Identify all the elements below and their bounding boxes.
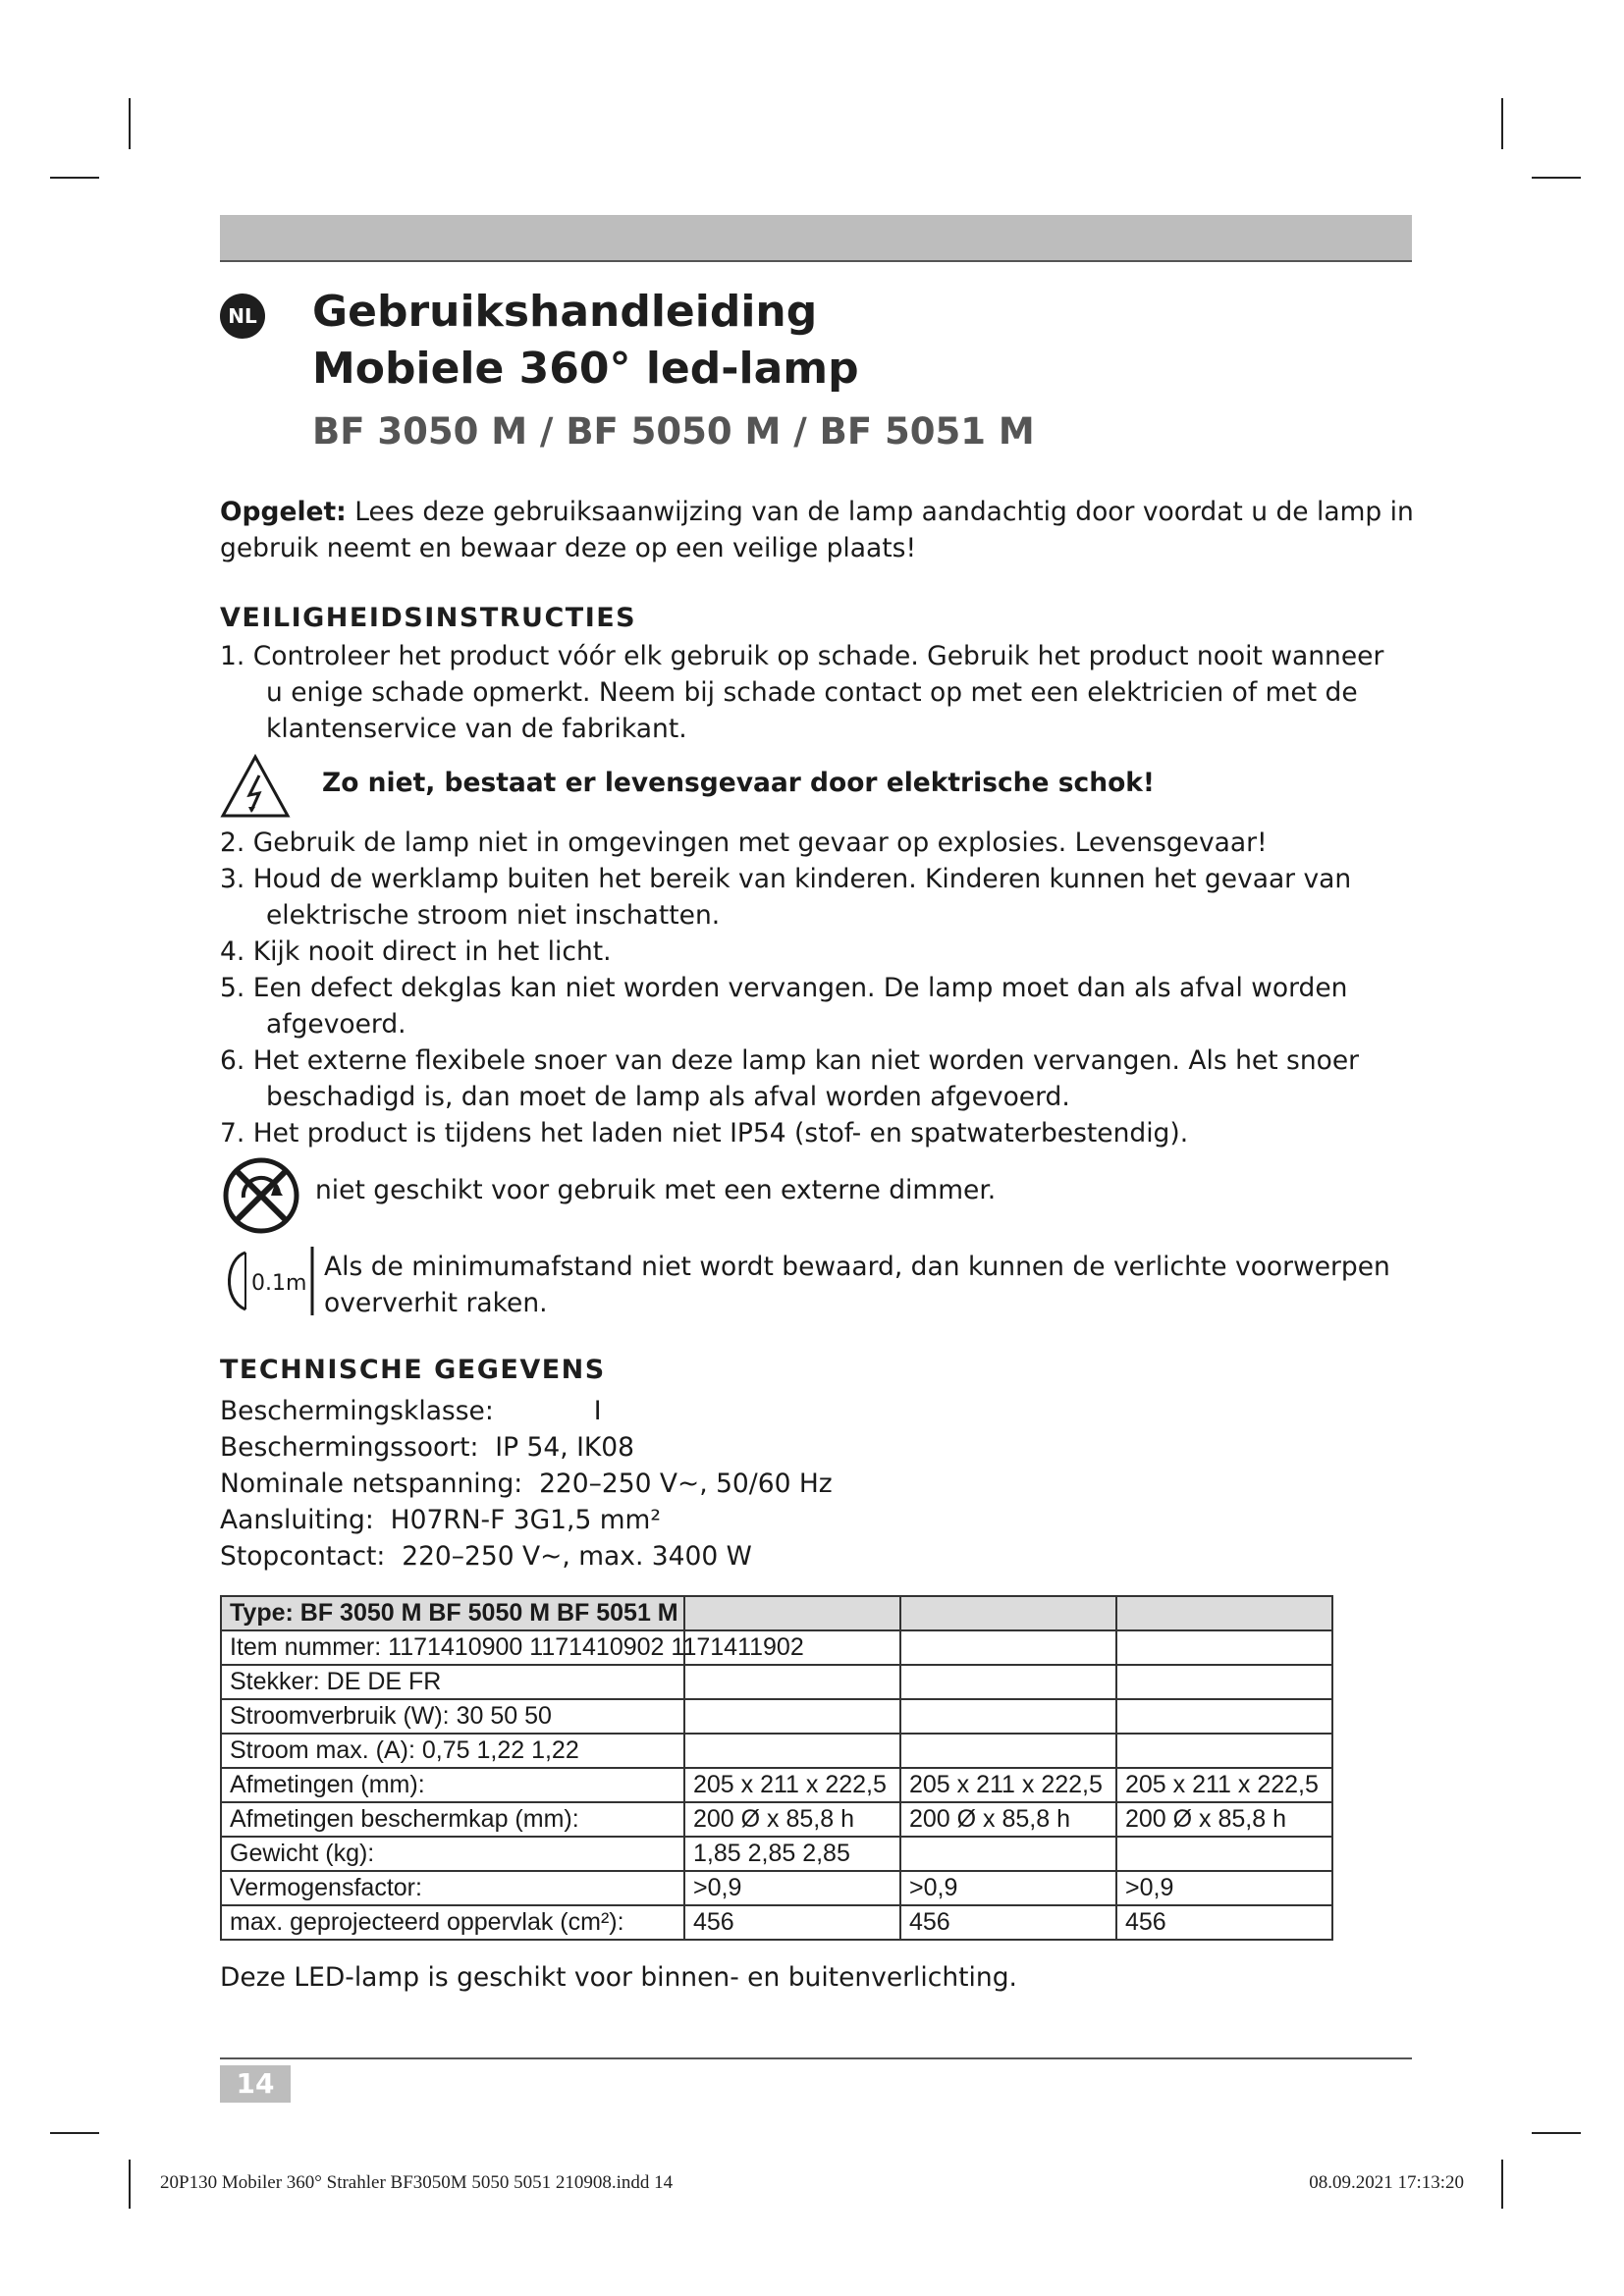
table-row: [221, 1837, 1332, 1871]
table-cell: [684, 1734, 900, 1768]
dimmer-note: niet geschikt voor gebruik met een externe dimmer.: [315, 1175, 997, 1205]
table-cell: [1116, 1699, 1332, 1734]
safety-item-4: [220, 934, 612, 970]
item-text: Houd de werklamp buiten het bereik van kinderen. Kinderen kunnen het gevaar van: [252, 864, 1352, 894]
item-text-cont: beschadigd is, dan moet de lamp als afval worden afgevoerd.: [266, 1082, 1070, 1112]
safety-item-7: [220, 1115, 1188, 1151]
table-cell: 1,85 2,85 2,85: [684, 1837, 900, 1871]
table-cell: 205 x 211 x 222,5: [900, 1768, 1116, 1802]
table-cell: Type: BF 3050 M BF 5050 M BF 5051 M: [221, 1596, 684, 1630]
table-cell: [900, 1837, 1116, 1871]
tech-value: IP 54, IK08: [495, 1432, 634, 1463]
item-number: 7.: [220, 1118, 245, 1148]
item-text: Een defect dekglas kan niet worden vervangen. De lamp moet dan als afval worden: [252, 973, 1348, 1003]
tech-value: 220–250 V~, max. 3400 W: [402, 1541, 752, 1572]
table-cell: Stekker: DE DE FR: [221, 1665, 684, 1699]
table-row: [221, 1734, 1332, 1768]
print-slug-filename: 20P130 Mobiler 360° Strahler BF3050M 5050 5051 210908.indd 14: [160, 2172, 674, 2193]
crop-mark: [1501, 98, 1503, 149]
electric-shock-warning-icon: [220, 754, 291, 819]
table-cell: Gewicht (kg):: [221, 1837, 684, 1871]
table-cell: [900, 1596, 1116, 1630]
tech-label: Beschermingssoort:: [220, 1432, 479, 1463]
tech-line-protection-type: [220, 1429, 634, 1466]
item-text-cont: afgevoerd.: [266, 1009, 406, 1040]
item-text: Controleer het product vóór elk gebruik op schade. Gebruik het product nooit wanneer: [252, 641, 1384, 671]
crop-mark: [1532, 2132, 1581, 2134]
table-cell: [900, 1665, 1116, 1699]
table-row: [221, 1802, 1332, 1837]
item-number: 3.: [220, 864, 245, 894]
item-text-cont: klantenservice van de fabrikant.: [266, 714, 687, 744]
intro-line1: [220, 494, 1414, 530]
table-cell: 205 x 211 x 222,5: [684, 1768, 900, 1802]
intro-text: Lees deze gebruiksaanwijzing van de lamp aandachtig door voordat u de lamp in: [346, 497, 1414, 527]
table-cell: 456: [900, 1905, 1116, 1940]
distance-note-line1: Als de minimumafstand niet wordt bewaard, dan kunnen de verlichte voorwerpen: [324, 1252, 1390, 1282]
table-cell: 200 Ø x 85,8 h: [900, 1802, 1116, 1837]
table-row: [221, 1768, 1332, 1802]
table-cell: [1116, 1734, 1332, 1768]
item-number: 5.: [220, 973, 245, 1003]
item-text: Het product is tijdens het laden niet IP54 (stof- en spatwaterbestendig).: [252, 1118, 1189, 1148]
page-title-line2: Mobiele 360° led-lamp: [312, 344, 859, 394]
table-cell: max. geprojecteerd oppervlak (cm²):: [221, 1905, 684, 1940]
tech-heading: TECHNISCHE GEGEVENS: [220, 1355, 606, 1385]
crop-mark: [50, 2132, 99, 2134]
table-row: [221, 1630, 1332, 1665]
table-cell: 456: [1116, 1905, 1332, 1940]
intro-line2: gebruik neemt en bewaar deze op een veilige plaats!: [220, 533, 917, 563]
minimum-distance-icon: [218, 1245, 316, 1317]
table-cell: Vermogensfactor:: [221, 1871, 684, 1905]
crop-mark: [1532, 177, 1581, 179]
crop-mark: [1501, 2160, 1503, 2209]
table-cell: [1116, 1837, 1332, 1871]
table-cell: Stroom max. (A): 0,75 1,22 1,22: [221, 1734, 684, 1768]
crop-mark: [129, 98, 131, 149]
table-cell: [684, 1596, 900, 1630]
tech-label: Stopcontact:: [220, 1541, 386, 1572]
shock-warning-text: Zo niet, bestaat er levensgevaar door elektrische schok!: [322, 768, 1156, 798]
tech-label: Nominale netspanning:: [220, 1468, 523, 1499]
distance-label: 0.1m: [251, 1271, 307, 1296]
item-number: 6.: [220, 1045, 245, 1076]
tech-line-protection-class: [220, 1393, 602, 1429]
table-cell: 456: [684, 1905, 900, 1940]
table-cell: 205 x 211 x 222,5: [1116, 1768, 1332, 1802]
table-cell: [684, 1699, 900, 1734]
intro-bold: Opgelet:: [220, 497, 347, 527]
item-text-cont: elektrische stroom niet inschatten.: [266, 900, 721, 931]
item-number: 4.: [220, 936, 245, 967]
crop-mark: [50, 177, 99, 179]
item-text: Gebruik de lamp niet in omgevingen met gevaar op explosies. Levensgevaar!: [252, 828, 1268, 858]
table-cell: >0,9: [900, 1871, 1116, 1905]
language-badge: NL: [220, 294, 265, 339]
table-cell: [1116, 1596, 1332, 1630]
table-cell: Afmetingen beschermkap (mm):: [221, 1802, 684, 1837]
crop-mark: [129, 2160, 131, 2209]
tech-line-connection: [220, 1502, 661, 1538]
item-number: 1.: [220, 641, 245, 671]
table-row: [221, 1699, 1332, 1734]
safety-item-5: [220, 970, 1347, 1042]
tech-line-voltage: [220, 1466, 833, 1502]
header-bar: [220, 215, 1412, 262]
tech-value: 220–250 V~, 50/60 Hz: [539, 1468, 833, 1499]
distance-note-line2: oververhit raken.: [324, 1288, 548, 1318]
table-cell: [900, 1734, 1116, 1768]
page-title: Gebruikshandleiding: [312, 287, 818, 337]
tech-value: I: [593, 1396, 602, 1426]
table-cell: Stroomverbruik (W): 30 50 50: [221, 1699, 684, 1734]
table-row: [221, 1871, 1332, 1905]
item-text: Kijk nooit direct in het licht.: [252, 936, 612, 967]
table-cell: [900, 1699, 1116, 1734]
table-row: [221, 1665, 1332, 1699]
no-dimmer-icon: [220, 1154, 302, 1237]
model-subtitle: BF 3050 M / BF 5050 M / BF 5051 M: [312, 410, 1035, 453]
table-cell: [900, 1630, 1116, 1665]
safety-item-6: [220, 1042, 1359, 1115]
item-text-cont: u enige schade opmerkt. Neem bij schade contact op met een elektricien of met de: [266, 677, 1358, 708]
table-cell: [1116, 1665, 1332, 1699]
spec-table-body: [221, 1596, 1332, 1940]
tech-label: Aansluiting:: [220, 1505, 374, 1535]
item-number: 2.: [220, 828, 245, 858]
item-text: Het externe flexibele snoer van deze lamp kan niet worden vervangen. Als het snoer: [252, 1045, 1360, 1076]
tech-label: Beschermingsklasse:: [220, 1396, 494, 1426]
table-cell: [1116, 1630, 1332, 1665]
table-cell: Afmetingen (mm):: [221, 1768, 684, 1802]
table-cell: 200 Ø x 85,8 h: [684, 1802, 900, 1837]
table-cell: 200 Ø x 85,8 h: [1116, 1802, 1332, 1837]
spec-table: [220, 1595, 1333, 1941]
page-number: 14: [220, 2065, 291, 2103]
footer-rule: [220, 2057, 1412, 2059]
safety-item-1: [220, 638, 1383, 747]
print-slug-timestamp: 08.09.2021 17:13:20: [1309, 2172, 1464, 2193]
tech-line-socket: [220, 1538, 752, 1575]
table-cell: [684, 1665, 900, 1699]
table-cell: >0,9: [684, 1871, 900, 1905]
table-row: [221, 1905, 1332, 1940]
safety-item-2: [220, 825, 1268, 861]
closing-note: Deze LED-lamp is geschikt voor binnen- en buitenverlichting.: [220, 1962, 1017, 1993]
table-cell: >0,9: [1116, 1871, 1332, 1905]
table-row: [221, 1596, 1332, 1630]
table-cell: Item nummer: 1171410900 1171410902 1171411902: [221, 1630, 684, 1665]
tech-value: H07RN-F 3G1,5 mm²: [390, 1505, 661, 1535]
safety-item-3: [220, 861, 1351, 934]
safety-heading: VEILIGHEIDSINSTRUCTIES: [220, 603, 637, 633]
